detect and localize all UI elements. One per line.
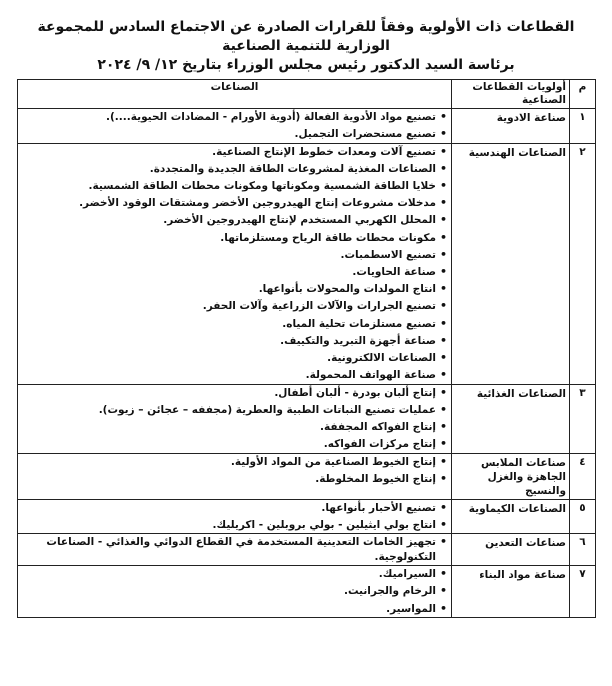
- priority-sectors-table: [17, 79, 596, 618]
- industry-list-item: • انتاج المولدات والمحولات بأنواعها.: [24, 282, 436, 296]
- industry-list-item: • المحلل الكهربي المستخدم لإنتاج الهيدروجين الأخضر.: [24, 213, 436, 227]
- industries-list: [24, 455, 448, 487]
- industries-list: [24, 110, 448, 142]
- heading-line-2: الوزارية للتنمية الصناعية: [222, 38, 390, 54]
- industry-list-item: • صناعة الحاويات.: [24, 265, 436, 279]
- table-row: [18, 384, 596, 453]
- industry-list-item: • الصناعات الالكترونية.: [24, 351, 436, 365]
- industries-cell: [18, 109, 452, 144]
- industry-list-item: • تصنيع الاسطمبات.: [24, 248, 436, 262]
- sector-name: صناعات الملابس الجاهزة والغزل والنسيج: [452, 453, 570, 499]
- industry-list-item: • تصنيع الأحبار بأنواعها.: [24, 501, 436, 515]
- industries-cell: [18, 143, 452, 384]
- sector-name: صناعة مواد البناء: [452, 566, 570, 618]
- table-body: [18, 109, 596, 618]
- industries-list: [24, 535, 448, 564]
- sector-name: صناعة الادوية: [452, 109, 570, 144]
- industries-cell: [18, 453, 452, 499]
- industry-list-item: • صناعة أجهزة التبريد والتكييف.: [24, 334, 436, 348]
- row-number: ٦: [570, 534, 596, 566]
- industry-list-item: • إنتاج مركزات الفواكه.: [24, 437, 436, 451]
- industry-list-item: • انتاج بولي ايثيلين - بولي بروبلين - اكريليك.: [24, 518, 436, 532]
- industry-list-item: • خلايا الطاقة الشمسية ومكوناتها ومكونات محطات الطاقة الشمسية.: [24, 179, 436, 193]
- industry-list-item: • إنتاج الخيوط الصناعية من المواد الأولية.: [24, 455, 436, 469]
- industries-cell: [18, 566, 452, 618]
- industry-list-item: • تصنيع مستحضرات التجميل.: [24, 127, 436, 141]
- industries-list: [24, 567, 448, 616]
- sector-name: الصناعات الهندسية: [452, 143, 570, 384]
- industry-list-item: • مكونات محطات طاقة الرياح ومستلزماتها.: [24, 231, 436, 245]
- industry-list-item: • مدخلات مشروعات إنتاج الهيدروجين الأخضر ومشتقات الوقود الأخضر.: [24, 196, 436, 210]
- industry-list-item: • السيراميك.: [24, 567, 436, 581]
- table-row: [18, 566, 596, 618]
- heading-line-1: القطاعات ذات الأولوية وفقاً للقرارات الصادرة عن الاجتماع السادس للمجموعة: [37, 19, 575, 35]
- row-number: ٤: [570, 453, 596, 499]
- column-header-industries: الصناعات: [18, 80, 452, 109]
- row-number: ٣: [570, 384, 596, 453]
- industries-cell: [18, 499, 452, 534]
- industry-list-item: • إنتاج ألبان بودرة - ألبان أطفال.: [24, 386, 436, 400]
- sector-name: الصناعات الكيماوية: [452, 499, 570, 534]
- sector-name: صناعات التعدين: [452, 534, 570, 566]
- industry-list-item: • تجهيز الخامات التعدينية المستخدمة في القطاع الدوائي والغذائي - الصناعات التكنولوجية.: [24, 535, 436, 564]
- industries-list: [24, 501, 448, 533]
- table-header-row: [18, 80, 596, 109]
- industry-list-item: • تصنيع آلات ومعدات خطوط الإنتاج الصناعية.: [24, 145, 436, 159]
- industry-list-item: • إنتاج الفواكه المجففة.: [24, 420, 436, 434]
- table-row: [18, 453, 596, 499]
- industries-cell: [18, 534, 452, 566]
- table-row: [18, 143, 596, 384]
- table-row: [18, 499, 596, 534]
- row-number: ٧: [570, 566, 596, 618]
- sector-name: الصناعات الغذائية: [452, 384, 570, 453]
- industry-list-item: • تصنيع مواد الأدوية الفعالة (أدوية الأورام - المضادات الحيوية....).: [24, 110, 436, 124]
- row-number: ٢: [570, 143, 596, 384]
- table-row: [18, 109, 596, 144]
- column-header-sector: أولويات القطاعات الصناعية: [452, 80, 570, 109]
- industry-list-item: • المواسير.: [24, 602, 436, 616]
- industries-list: [24, 386, 448, 452]
- row-number: ٥: [570, 499, 596, 534]
- industries-list: [24, 145, 448, 383]
- industry-list-item: • صناعة الهواتف المحمولة.: [24, 368, 436, 382]
- industry-list-item: • الصناعات المغذية لمشروعات الطاقة الجديدة والمتجددة.: [24, 162, 436, 176]
- industry-list-item: • عمليات تصنيع النباتات الطبية والعطرية (مجففه – عجائن – زيوت).: [24, 403, 436, 417]
- column-header-number: م: [570, 80, 596, 109]
- document-heading: [16, 18, 596, 75]
- heading-line-3: برئاسة السيد الدكتور رئيس مجلس الوزراء بتاريخ ١٢/ ٩/ ٢٠٢٤: [97, 57, 515, 73]
- row-number: ١: [570, 109, 596, 144]
- industry-list-item: • تصنيع الجرارات والآلات الزراعية وآلات الحفر.: [24, 299, 436, 313]
- industry-list-item: • إنتاج الخيوط المخلوطة.: [24, 472, 436, 486]
- table-row: [18, 534, 596, 566]
- industry-list-item: • الرخام والجرانيت.: [24, 584, 436, 598]
- industry-list-item: • تصنيع مستلزمات تحلية المياه.: [24, 317, 436, 331]
- industries-cell: [18, 384, 452, 453]
